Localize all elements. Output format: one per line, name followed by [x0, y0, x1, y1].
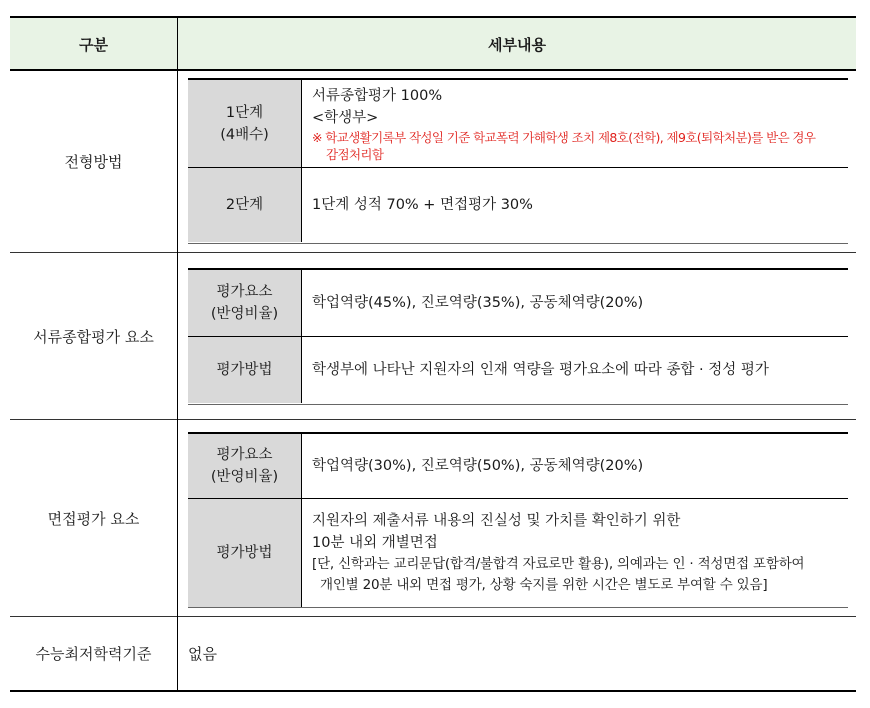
doc-method-content: 학생부에 나타난 지원자의 인재 역량을 평가요소에 따라 종합 · 정성 평가: [312, 362, 769, 378]
header-details: 세부내용: [178, 18, 856, 70]
admission-table: [10, 16, 856, 692]
category-method: 전형방법: [64, 153, 123, 171]
stage2-content: 1단계 성적 70% + 면접평가 30%: [312, 197, 533, 213]
document-eval-subtable: [188, 268, 848, 405]
stage1-line1: 서류종합평가 100%: [312, 87, 443, 104]
table-bottom-border: [10, 690, 856, 692]
stage1-label: 1단계 (4배수): [188, 80, 302, 167]
stage2-label: 2단계: [188, 168, 302, 242]
stage1-row: [188, 80, 848, 167]
stage2-row: [188, 168, 848, 242]
doc-method-label: 평가방법: [188, 337, 302, 403]
stage1-content: [302, 80, 848, 167]
int-factors-label: 평가요소 (반영비율): [188, 434, 302, 498]
column-separator: [177, 16, 178, 692]
int-method-label: 평가방법: [188, 499, 302, 607]
stage1-line2: <학생부>: [312, 109, 379, 126]
category-interview-eval: 면접평가 요소: [47, 509, 140, 528]
doc-factors-label: 평가요소 (반영비율): [188, 270, 302, 336]
interview-eval-subtable: [188, 432, 848, 608]
category-csat-minimum: 수능최저학력기준: [35, 645, 152, 663]
method-subtable: [188, 78, 848, 244]
doc-factors-row: [188, 270, 848, 336]
category-document-eval: 서류종합평가 요소: [33, 327, 154, 346]
doc-method-row: [188, 337, 848, 403]
int-factors-content: 학업역량(30%), 진로역량(50%), 공동체역량(20%): [312, 458, 644, 474]
stage1-warning-note: ※ 학교생활기록부 작성일 기준 학교폭력 가해학생 조치 제8호(전학), 제9호(퇴학처분)를 받은 경우 감점처리함: [312, 129, 816, 162]
int-method-content: 지원자의 제출서류 내용의 진실성 및 가치를 확인하기 위한 10분 내외 개별면접 [단, 신학과는 교리문답(합격/불합격 자료로만 활용), 의예과는 인 · 적성면접 포함하여 개인별 20분 내외 면접 평가, 상황 숙지를 위한 시간은 별도로 부여할 수 있음]: [312, 513, 805, 593]
csat-minimum-value: 없음: [188, 645, 217, 663]
header-category: 구분: [10, 18, 177, 70]
int-method-row: [188, 499, 848, 607]
int-factors-row: [188, 434, 848, 498]
doc-factors-content: 학업역량(45%), 진로역량(35%), 공동체역량(20%): [312, 295, 644, 311]
